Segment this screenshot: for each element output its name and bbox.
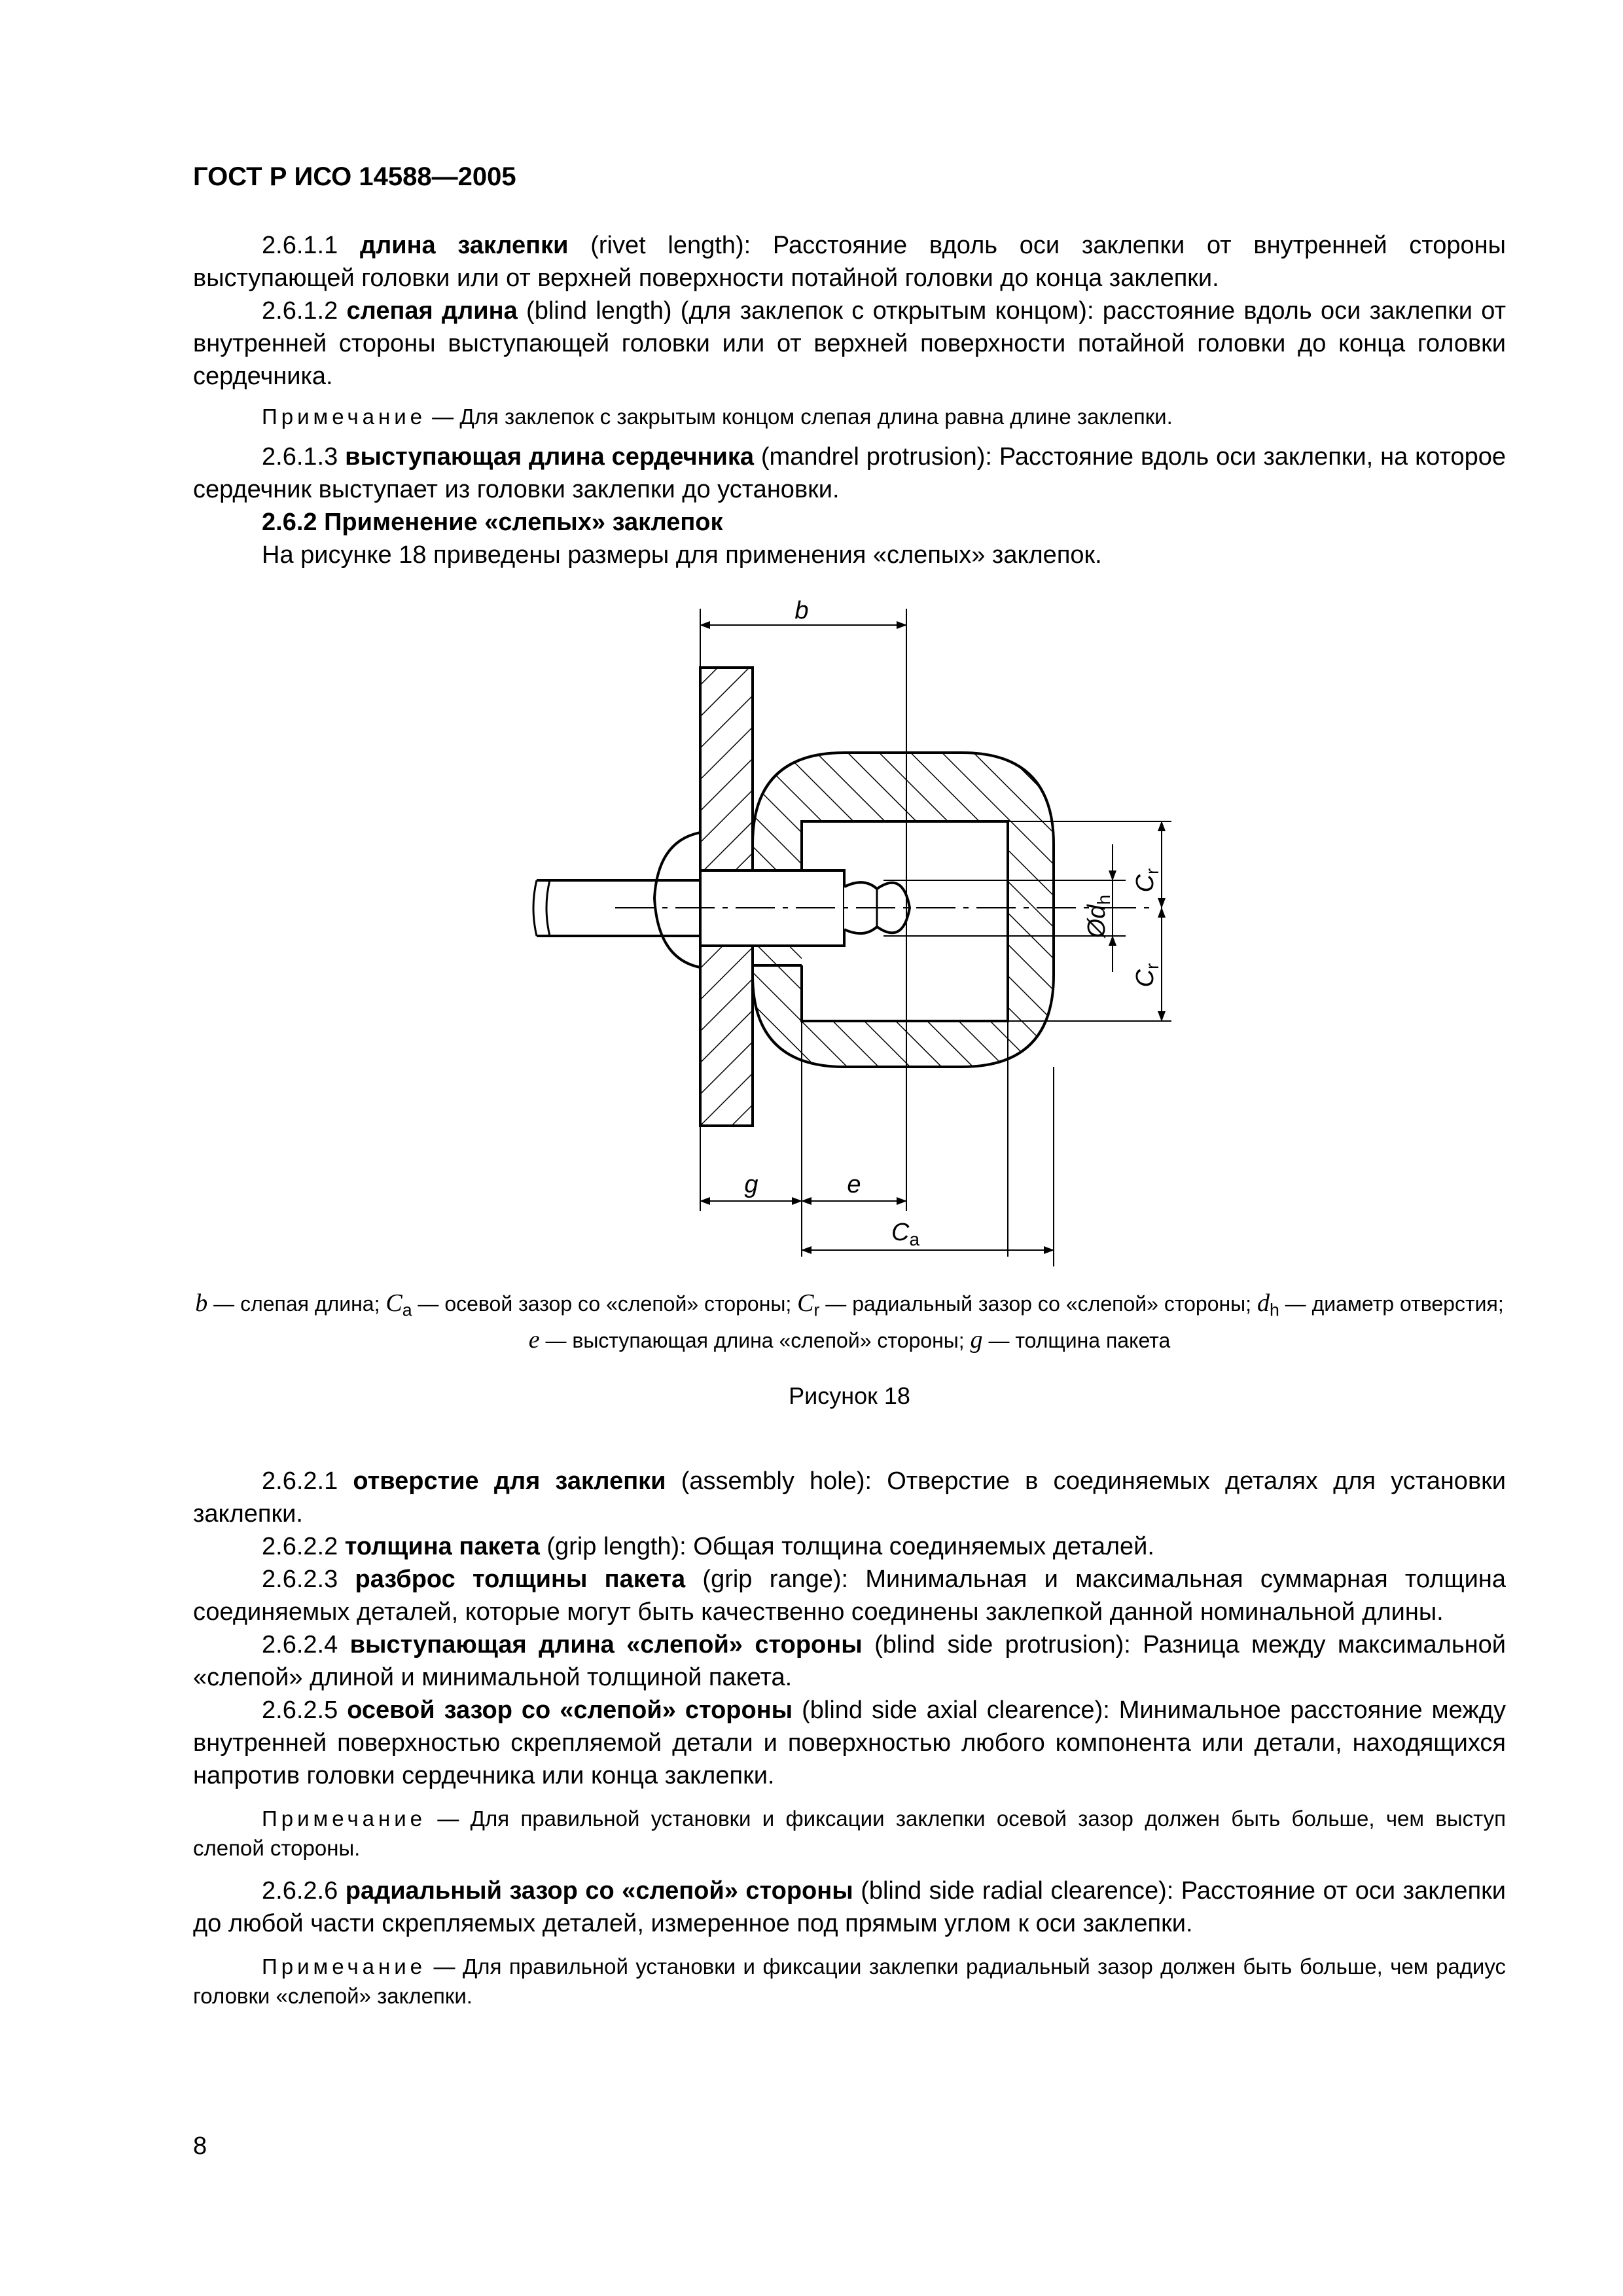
- note-label: Примечание: [262, 404, 427, 429]
- page-header: ГОСТ Р ИСО 14588—2005: [193, 162, 516, 191]
- clause-number: 2.6.1.2: [262, 297, 338, 325]
- term: выступающая длина «слепой» стороны: [349, 1631, 863, 1659]
- definition: (rivet length): Расстояние вдоль оси заклепки от внутренней стороны выступающей головки или от верхней поверхности потайной головки до конца заклепки.: [193, 232, 1506, 292]
- legend-subscript: a: [402, 1300, 412, 1320]
- label-g: g: [744, 1171, 758, 1198]
- note-text: — Для заклепок с закрытым концом слепая длина равна длине заклепки.: [426, 404, 1173, 429]
- term: осевой зазор со «слепой» стороны: [347, 1696, 793, 1724]
- definition: (grip length): Общая толщина соединяемых деталей.: [539, 1533, 1154, 1560]
- label-e: e: [847, 1171, 861, 1198]
- dimension-e: [802, 1171, 906, 1201]
- dimension-b: [700, 597, 906, 625]
- clause-number: 2.6.2.2: [262, 1533, 338, 1560]
- clause-number: 2.6.1.3: [262, 443, 338, 471]
- figure-title: Рисунок 18: [789, 1382, 910, 1409]
- definition: (blind length) (для заклепок с открытым концом): расстояние вдоль оси заклепки от внутренней стороны выступающей головки или от верхней поверхности потайной головки до конца головки сердечника.: [193, 297, 1506, 390]
- legend-subscript: r: [813, 1300, 820, 1320]
- paragraph-2-6-2-2: [193, 1530, 1506, 1563]
- legend-symbol: e: [528, 1326, 540, 1354]
- clause-number: 2.6.2.1: [262, 1467, 338, 1495]
- legend-text: — радиальный зазор со «слепой» стороны;: [819, 1292, 1257, 1316]
- term: отверстие для заклепки: [353, 1467, 666, 1495]
- legend-symbol: b: [195, 1289, 208, 1317]
- dimension-ca: [802, 1219, 1054, 1250]
- paragraph-2-6-2-4: [193, 1628, 1506, 1694]
- legend-symbol: C: [797, 1289, 814, 1317]
- text-block-bottom: [193, 1465, 1506, 2011]
- legend-symbol: d: [1257, 1289, 1270, 1317]
- legend-text: — толщина пакета: [982, 1329, 1171, 1353]
- paragraph-2-6-2-1: [193, 1465, 1506, 1530]
- definition: (blind side axial clearence): Минимальное расстояние между внутренней поверхностью скрепляемой детали и поверхностью любого компонента или детали, находящихся напротив головки сердечника или конца заклепки.: [193, 1696, 1506, 1789]
- paragraph-2-6-2-3: [193, 1563, 1506, 1628]
- term: слепая длина: [346, 297, 518, 325]
- label-cr-lower: $C_r$: [1132, 963, 1162, 988]
- legend-text: — выступающая длина «слепой» стороны;: [539, 1329, 971, 1353]
- definition: (mandrel protrusion): Расстояние вдоль оси заклепки, на которое сердечник выступает из головки заклепки до установки.: [193, 443, 1506, 503]
- page-number: 8: [193, 2132, 207, 2160]
- legend-subscript: h: [1269, 1300, 1279, 1320]
- clause-number: 2.6.2.3: [262, 1566, 338, 1593]
- note-label: Примечание: [262, 1954, 427, 1979]
- dimension-cr-lower: [1132, 908, 1162, 1021]
- label-dh: $Ød_h$: [1083, 894, 1114, 939]
- section-heading: 2.6.2 Применение «слепых» заклепок: [262, 509, 723, 536]
- definition: (blind side radial clearence): Расстояние от оси заклепки до любой части скрепляемых деталей, измеренное под прямым углом к оси заклепки.: [193, 1877, 1506, 1937]
- clause-number: 2.6.1.1: [262, 232, 338, 259]
- definition: (grip range): Минимальная и максимальная суммарная толщина соединяемых деталей, которые могут быть качественно соединены заклепкой данной номинальной длины.: [193, 1566, 1506, 1626]
- paragraph-2-6-2-6: [193, 1874, 1506, 1940]
- legend-text: — осевой зазор со «слепой» стороны;: [412, 1292, 798, 1316]
- note-text: — Для правильной установки и фиксации заклепки радиальный зазор должен быть больше, чем радиус головки «слепой» заклепки.: [193, 1954, 1506, 2008]
- term: выступающая длина сердечника: [345, 443, 754, 471]
- legend-text: — диаметр отверстия;: [1279, 1292, 1504, 1316]
- definition: (blind side protrusion): Разница между максимальной «слепой» длиной и минимальной толщиной пакета.: [193, 1631, 1506, 1691]
- rivet-head: [654, 833, 700, 967]
- label-cr-upper: $C_r$: [1132, 868, 1162, 893]
- note-3: [193, 1952, 1506, 2011]
- paragraph-2-6-2-5: [193, 1694, 1506, 1792]
- clause-number: 2.6.2.5: [262, 1696, 338, 1724]
- dimension-dh: [1083, 844, 1114, 972]
- legend-symbol: C: [385, 1289, 402, 1317]
- figure-legend: [193, 1288, 1506, 1355]
- note-2: [193, 1804, 1506, 1863]
- label-b: b: [794, 597, 809, 624]
- clause-number: 2.6.2.4: [262, 1631, 338, 1659]
- legend-text: — слепая длина;: [207, 1292, 386, 1316]
- term: длина заклепки: [359, 232, 569, 259]
- definition: (assembly hole): Отверстие в соединяемых деталях для установки заклепки.: [193, 1467, 1506, 1528]
- term: толщина пакета: [344, 1533, 540, 1560]
- paragraph-figure-intro: На рисунке 18 приведены размеры для применения «слепых» заклепок.: [262, 541, 1102, 569]
- label-ca: $C_a$: [891, 1219, 920, 1249]
- dimension-cr-upper: [1132, 821, 1162, 908]
- term: разброс толщины пакета: [355, 1566, 686, 1593]
- legend-symbol: g: [970, 1326, 983, 1354]
- clause-number: 2.6.2.6: [262, 1877, 338, 1905]
- term: радиальный зазор со «слепой» стороны: [345, 1877, 853, 1905]
- note-text: — Для правильной установки и фиксации заклепки осевой зазор должен быть больше, чем выступ слепой стороны.: [193, 1806, 1506, 1860]
- note-label: Примечание: [262, 1806, 427, 1831]
- dimension-g: [700, 1171, 802, 1201]
